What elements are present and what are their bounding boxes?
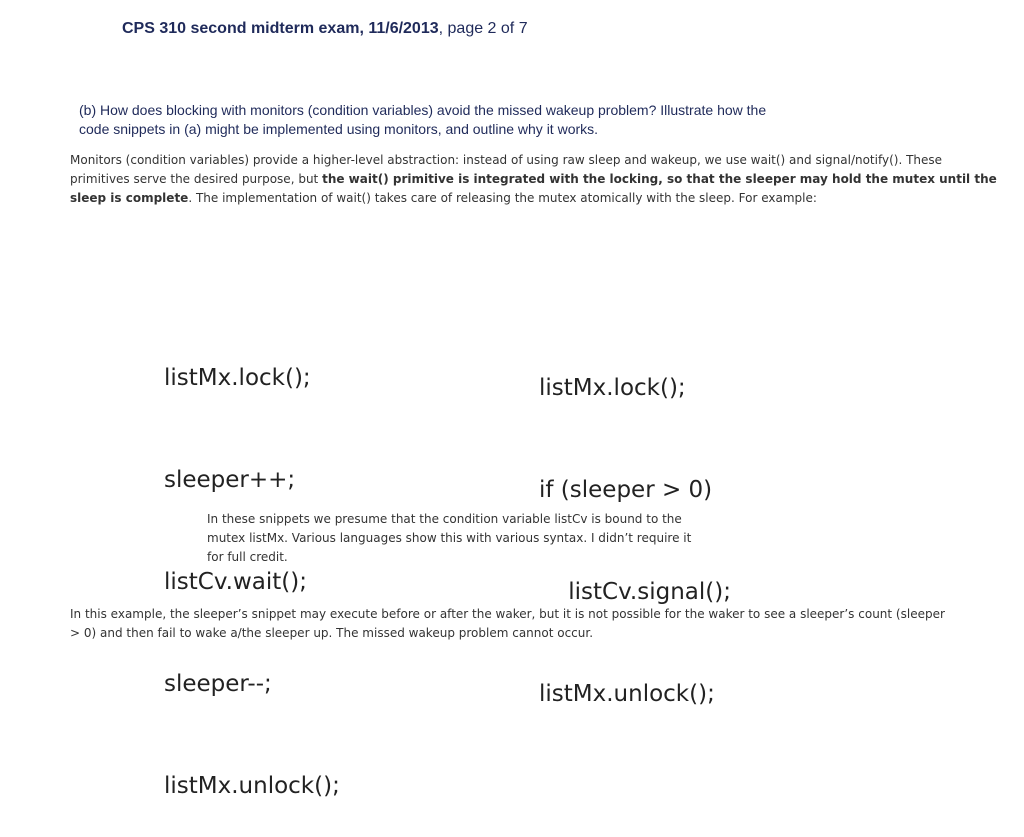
note-line: In these snippets we presume that the condition variable listCv is bound to the xyxy=(207,512,682,526)
code-line: listMx.lock(); xyxy=(539,375,686,401)
page-number: , page 2 of 7 xyxy=(438,20,528,37)
code-line: sleeper--; xyxy=(164,671,272,697)
question-line: (b) How does blocking with monitors (condition variables) avoid the missed wakeup problem? Illustrate how the xyxy=(79,102,767,118)
note-line: mutex listMx. Various languages show this with various syntax. I didn’t require it xyxy=(207,531,692,545)
note-line: for full credit. xyxy=(207,550,288,564)
answer-line-text: primitives serve the desired purpose, but xyxy=(70,172,323,186)
page-header xyxy=(122,20,528,38)
code-line: sleeper++; xyxy=(164,467,296,493)
question-line: code snippets in (a) might be implemented using monitors, and outline why it works. xyxy=(79,121,599,137)
code-line: listCv.wait(); xyxy=(164,569,307,595)
answer-line: Monitors (condition variables) provide a higher-level abstraction: instead of using raw sleep and wakeup, we use wait() and signal/notify(). These xyxy=(70,153,943,167)
code-line: listCv.signal(); xyxy=(539,579,731,605)
answer-emphasis: the wait() primitive is integrated with the locking, so that the sleeper may hold the mutex until the xyxy=(322,172,997,186)
answer-line xyxy=(70,170,1005,189)
answer-emphasis: sleep is complete xyxy=(70,191,189,205)
code-line: if (sleeper > 0) xyxy=(539,477,713,503)
answer-line-text: . The implementation of wait() takes care of releasing the mutex atomically with the sleep. For example: xyxy=(188,191,817,205)
snippet-note xyxy=(207,510,747,567)
conclusion-line: In this example, the sleeper’s snippet may execute before or after the waker, but it is not possible for the waker to see a sleeper’s count (sleeper xyxy=(70,607,945,621)
exam-title: CPS 310 second midterm exam, 11/6/2013 xyxy=(122,20,439,37)
code-line: listMx.unlock(); xyxy=(539,681,715,707)
answer-line xyxy=(70,189,1005,208)
conclusion-line: > 0) and then fail to wake a/the sleeper up. The missed wakeup problem cannot occur. xyxy=(70,626,594,640)
question-text xyxy=(79,101,879,139)
answer-text xyxy=(70,151,1005,208)
conclusion-text xyxy=(70,605,1005,643)
code-line: listMx.unlock(); xyxy=(164,773,340,799)
code-line: listMx.lock(); xyxy=(164,365,311,391)
